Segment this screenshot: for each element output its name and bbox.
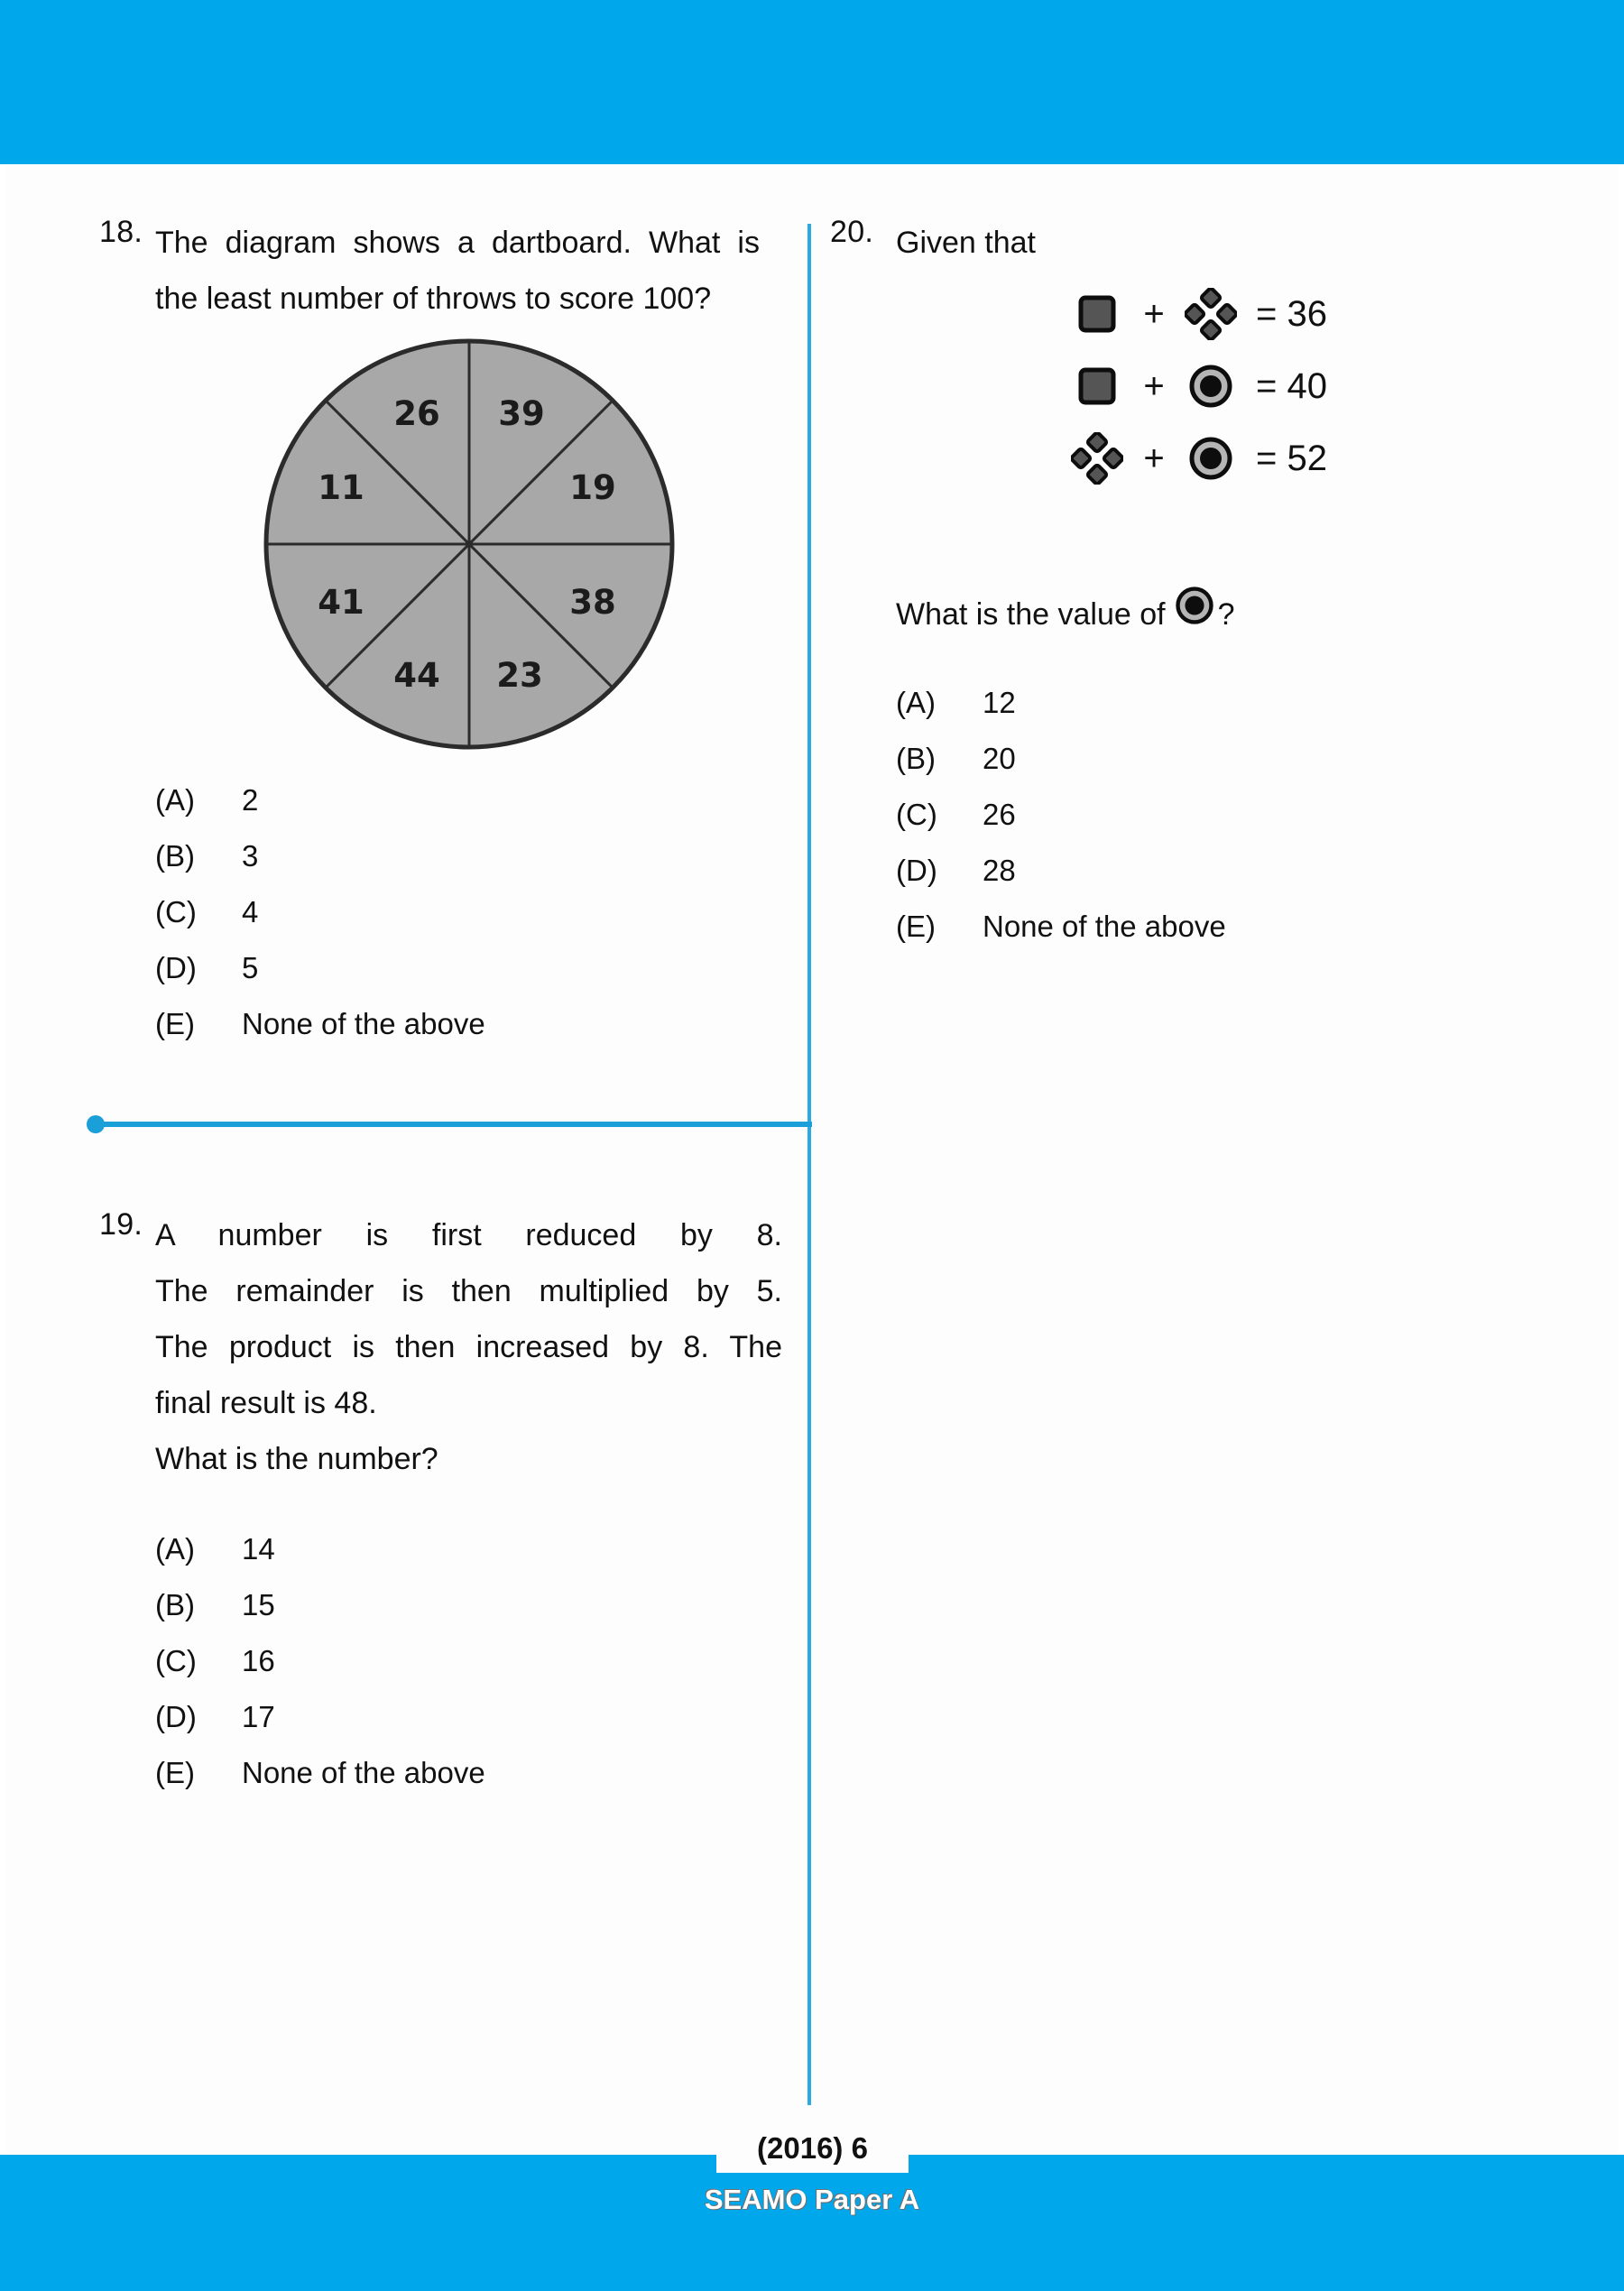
bullseye-icon [1175, 586, 1214, 625]
option-row[interactable] [896, 854, 1226, 910]
question-20-prompt [896, 591, 1235, 639]
bottom-accent-bar [0, 2155, 1624, 2291]
option-text: 26 [983, 798, 1016, 831]
dartboard-sector-value-19: 19 [569, 468, 616, 507]
option-row[interactable] [896, 742, 1226, 798]
question-18-line-2: the least number of throws to score 100? [155, 282, 712, 316]
bullseye-icon [1188, 364, 1233, 409]
option-row[interactable] [155, 839, 485, 895]
option-row[interactable] [155, 895, 485, 951]
dartboard-sector-value-39: 39 [498, 394, 545, 433]
option-row[interactable] [896, 910, 1226, 965]
question-20-text [896, 215, 1473, 271]
option-label: (D) [896, 854, 937, 887]
footer-page-marker: (2016) 6 [757, 2131, 868, 2165]
equation-result: = 36 [1256, 293, 1327, 334]
question-separator-line [90, 1122, 812, 1127]
option-label: (C) [155, 1644, 197, 1677]
option-text: 3 [242, 839, 259, 873]
question-19-number: 19. [99, 1207, 143, 1242]
option-label: (A) [896, 686, 936, 719]
option-row[interactable] [155, 1532, 485, 1588]
dartboard-diagram [257, 332, 681, 756]
option-row[interactable] [155, 1588, 485, 1644]
question-18-options [155, 783, 485, 1063]
option-label: (C) [155, 895, 197, 928]
equation-row [1065, 422, 1355, 494]
square-symbol [1065, 366, 1130, 406]
option-row[interactable] [896, 798, 1226, 854]
question-20-prompt-text: What is the value of [896, 597, 1166, 632]
dartboard-sector-value-38: 38 [569, 583, 616, 622]
diamond-cluster-icon [1071, 432, 1123, 485]
question-19-line-4: final result is 48. [155, 1386, 377, 1420]
square-icon [1077, 294, 1117, 334]
question-separator-dot [87, 1115, 105, 1133]
diamond-cluster-icon [1185, 288, 1237, 340]
question-20-equations [1065, 278, 1355, 494]
question-19-text [155, 1207, 782, 1487]
question-20-options [896, 686, 1226, 965]
option-text: 28 [983, 854, 1016, 887]
equation-row [1065, 278, 1355, 350]
dartboard-sector-value-44: 44 [393, 656, 440, 695]
bullseye-symbol [1178, 364, 1243, 409]
dartboard-sector-value-41: 41 [318, 583, 364, 622]
dartboard-sector-value-26: 26 [393, 394, 440, 433]
right-page-edge [1618, 164, 1624, 2155]
option-text: 20 [983, 742, 1016, 775]
plus-operator: + [1143, 438, 1165, 478]
option-label: (B) [155, 839, 195, 873]
square-symbol [1065, 294, 1130, 334]
question-18-number: 18. [99, 215, 143, 249]
bullseye-icon [1188, 436, 1233, 481]
option-text: None of the above [242, 1007, 485, 1040]
diamond-cluster-symbol [1178, 288, 1243, 340]
question-20-line-1: Given that [896, 226, 1036, 260]
dartboard-sector-value-23: 23 [496, 656, 543, 695]
question-19-line-5: What is the number? [155, 1442, 438, 1476]
option-row[interactable] [155, 1007, 485, 1063]
question-20-prompt-suffix: ? [1217, 597, 1235, 632]
option-label: (E) [155, 1756, 195, 1789]
plus-operator: + [1143, 365, 1165, 406]
option-label: (D) [155, 951, 197, 984]
footer-title: SEAMO Paper A [704, 2184, 920, 2215]
option-text: 17 [242, 1700, 275, 1733]
question-19-line-3: The product is then increased by 8. The [155, 1330, 782, 1364]
plus-operator: + [1143, 293, 1165, 334]
option-label: (E) [155, 1007, 195, 1040]
option-text: 12 [983, 686, 1016, 719]
option-row[interactable] [155, 1756, 485, 1812]
square-icon [1077, 366, 1117, 406]
column-divider [807, 224, 811, 2105]
option-text: 5 [242, 951, 259, 984]
diamond-cluster-symbol [1065, 432, 1130, 485]
bullseye-symbol [1175, 586, 1214, 633]
option-row[interactable] [155, 1644, 485, 1700]
equation-result: = 52 [1256, 438, 1327, 478]
option-label: (B) [155, 1588, 195, 1621]
option-label: (B) [896, 742, 936, 775]
option-label: (D) [155, 1700, 197, 1733]
option-label: (E) [896, 910, 936, 943]
option-text: 4 [242, 895, 259, 928]
option-text: 2 [242, 783, 259, 817]
question-19-options [155, 1532, 485, 1812]
top-accent-bar [0, 0, 1624, 164]
question-19-line-2: The remainder is then multiplied by 5. [155, 1274, 782, 1308]
question-18-text [155, 215, 760, 327]
option-row[interactable] [896, 686, 1226, 742]
dartboard-sector-value-11: 11 [318, 468, 364, 507]
option-row[interactable] [155, 1700, 485, 1756]
option-row[interactable] [155, 783, 485, 839]
question-19-line-1: A number is first reduced by 8. [155, 1218, 782, 1252]
bullseye-symbol [1178, 436, 1243, 481]
option-row[interactable] [155, 951, 485, 1007]
option-label: (A) [155, 783, 195, 817]
dartboard-svg [257, 332, 681, 756]
option-text: None of the above [242, 1756, 485, 1789]
left-page-edge [0, 164, 6, 2155]
equation-row [1065, 350, 1355, 422]
option-text: 16 [242, 1644, 275, 1677]
question-18-line-1: The diagram shows a dartboard. What is [155, 226, 760, 260]
option-label: (C) [896, 798, 937, 831]
equation-result: = 40 [1256, 365, 1327, 406]
option-text: None of the above [983, 910, 1226, 943]
question-20-number: 20. [830, 215, 874, 249]
option-label: (A) [155, 1532, 195, 1566]
option-text: 15 [242, 1588, 275, 1621]
option-text: 14 [242, 1532, 275, 1566]
